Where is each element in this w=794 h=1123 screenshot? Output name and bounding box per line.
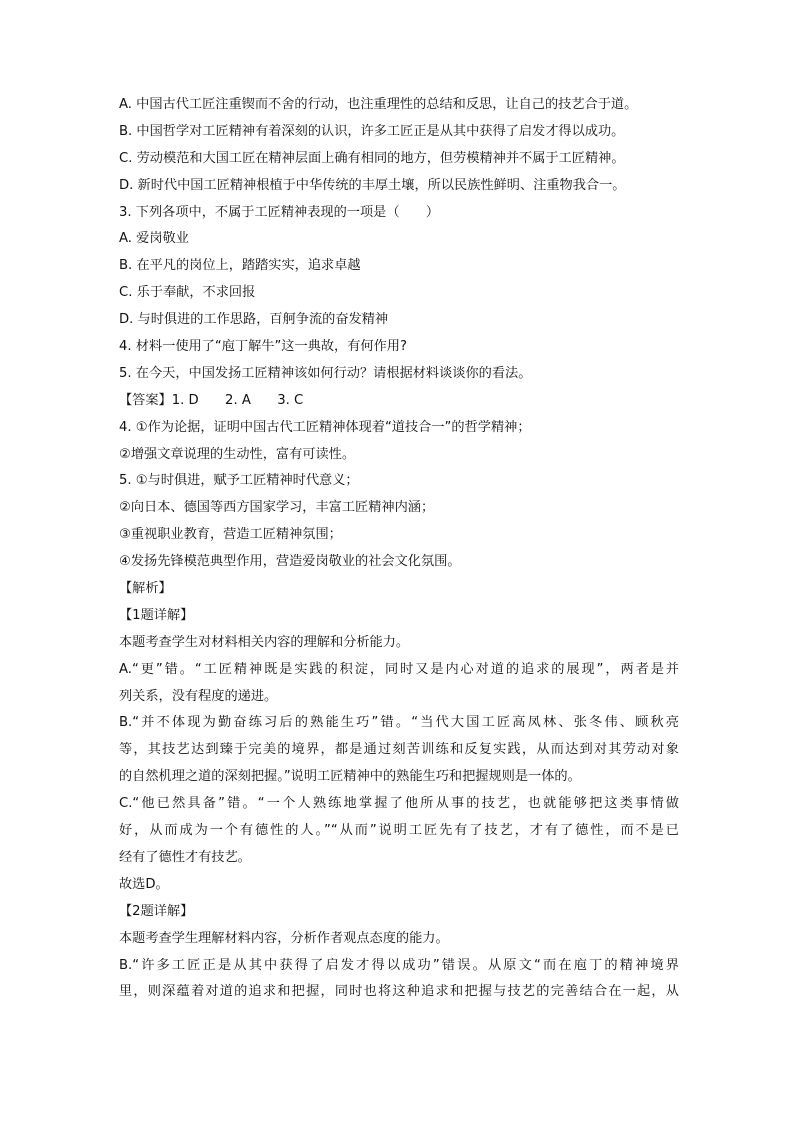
answer-5-point-4: ④发扬先锋模范典型作用，营造爱岗敬业的社会文化氛围。 [119,554,461,570]
answer-5-point-2: ②向日本、德国等西方国家学习，丰富工匠精神内涵； [119,500,435,516]
q1-detail-conclusion: 故选D。 [119,876,169,892]
question-3: 3. 下列各项中，不属于工匠精神表现的一项是（ ） [119,204,440,220]
q3-option-a: A. 爱岗敬业 [119,231,189,247]
option-b-text: B. 中国哲学对工匠精神有着深刻的认识，许多工匠正是从其中获得了启发才得以成功。 [119,123,625,139]
document-body [119,92,679,1006]
q1-detail-c-line-3: 经有了德性才有技艺。 [119,849,251,865]
q2-detail-intro: 本题考查学生理解材料内容，分析作者观点态度的能力。 [119,930,449,946]
q1-detail-heading: 【1题详解】 [119,607,194,623]
answer-5-point-3: ③重视职业教育，营造工匠精神氛围； [119,527,342,543]
q2-detail-heading: 【2题详解】 [119,903,194,919]
question-4: 4. 材料一使用了“庖丁解牛”这一典故，有何作用? [119,339,407,355]
option-d-text: D. 新时代中国工匠精神根植于中华传统的丰厚土壤，所以民族性鲜明、注重物我合一。 [119,177,626,193]
question-5: 5. 在今天，中国发扬工匠精神该如何行动？请根据材料谈谈你的看法。 [119,365,532,381]
answer-4-point-2: ②增强文章说理的生动性，富有可读性。 [119,446,356,462]
q1-detail-intro: 本题考查学生对材料相关内容的理解和分析能力。 [119,634,410,650]
answer-4-point-1: 4. ①作为论据，证明中国古代工匠精神体现着“道技合一”的哲学精神； [119,419,531,435]
q3-option-b: B. 在平凡的岗位上，踏踏实实，追求卓越 [119,258,361,274]
q1-detail-b-line-1: B.“并不体现为勤奋练习后的熟能生巧”错。“当代大国工匠高凤林、张冬伟、顾秋亮 [119,715,679,731]
analysis-heading: 【解析】 [119,581,172,597]
q2-detail-b-line-2: 里，则深蕴着对道的追求和把握，同时也将这种追求和把握与技艺的完善结合在一起，从 [119,984,679,1000]
answer-heading: 【答案】1. D 2. A 3. C [119,392,304,408]
q3-option-d: D. 与时俱进的工作思路，百舸争流的奋发精神 [119,312,389,328]
q3-option-c: C. 乐于奉献，不求回报 [119,285,256,301]
option-a-text: A. 中国古代工匠注重锲而不舍的行动，也注重理性的总结和反思，让自己的技艺合于道。 [119,97,638,112]
q2-detail-b-line-1: B.“许多工匠正是从其中获得了启发才得以成功”错误。从原文“而在庖丁的精神境界 [119,957,679,973]
q1-detail-c-line-2: 好，从而成为一个有德性的人。”“从而”说明工匠先有了技艺，才有了德性，而不是已 [119,823,679,839]
q1-detail-b-line-3: 的自然机理之道的深刻把握。”说明工匠精神中的熟能生巧和把握规则是一体的。 [119,769,581,785]
q1-detail-a-line-2: 列关系，没有程度的递进。 [119,688,278,704]
q1-detail-b-line-2: 等，其技艺达到臻于完美的境界，都是通过刻苦训练和反复实践，从而达到对其劳动对象 [119,742,679,758]
option-c-text: C. 劳动模范和大国工匠在精神层面上确有相同的地方，但劳模精神并不属于工匠精神。 [119,150,625,166]
q1-detail-c-line-1: C.“他已然具备”错。“一个人熟练地掌握了他所从事的技艺，也就能够把这类事情做 [119,796,679,812]
answer-5-point-1: 5. ①与时俱进，赋予工匠精神时代意义； [119,473,359,489]
q1-detail-a-line-1: A.“更”错。“工匠精神既是实践的积淀，同时又是内心对道的追求的展现”，两者是并 [119,661,679,677]
